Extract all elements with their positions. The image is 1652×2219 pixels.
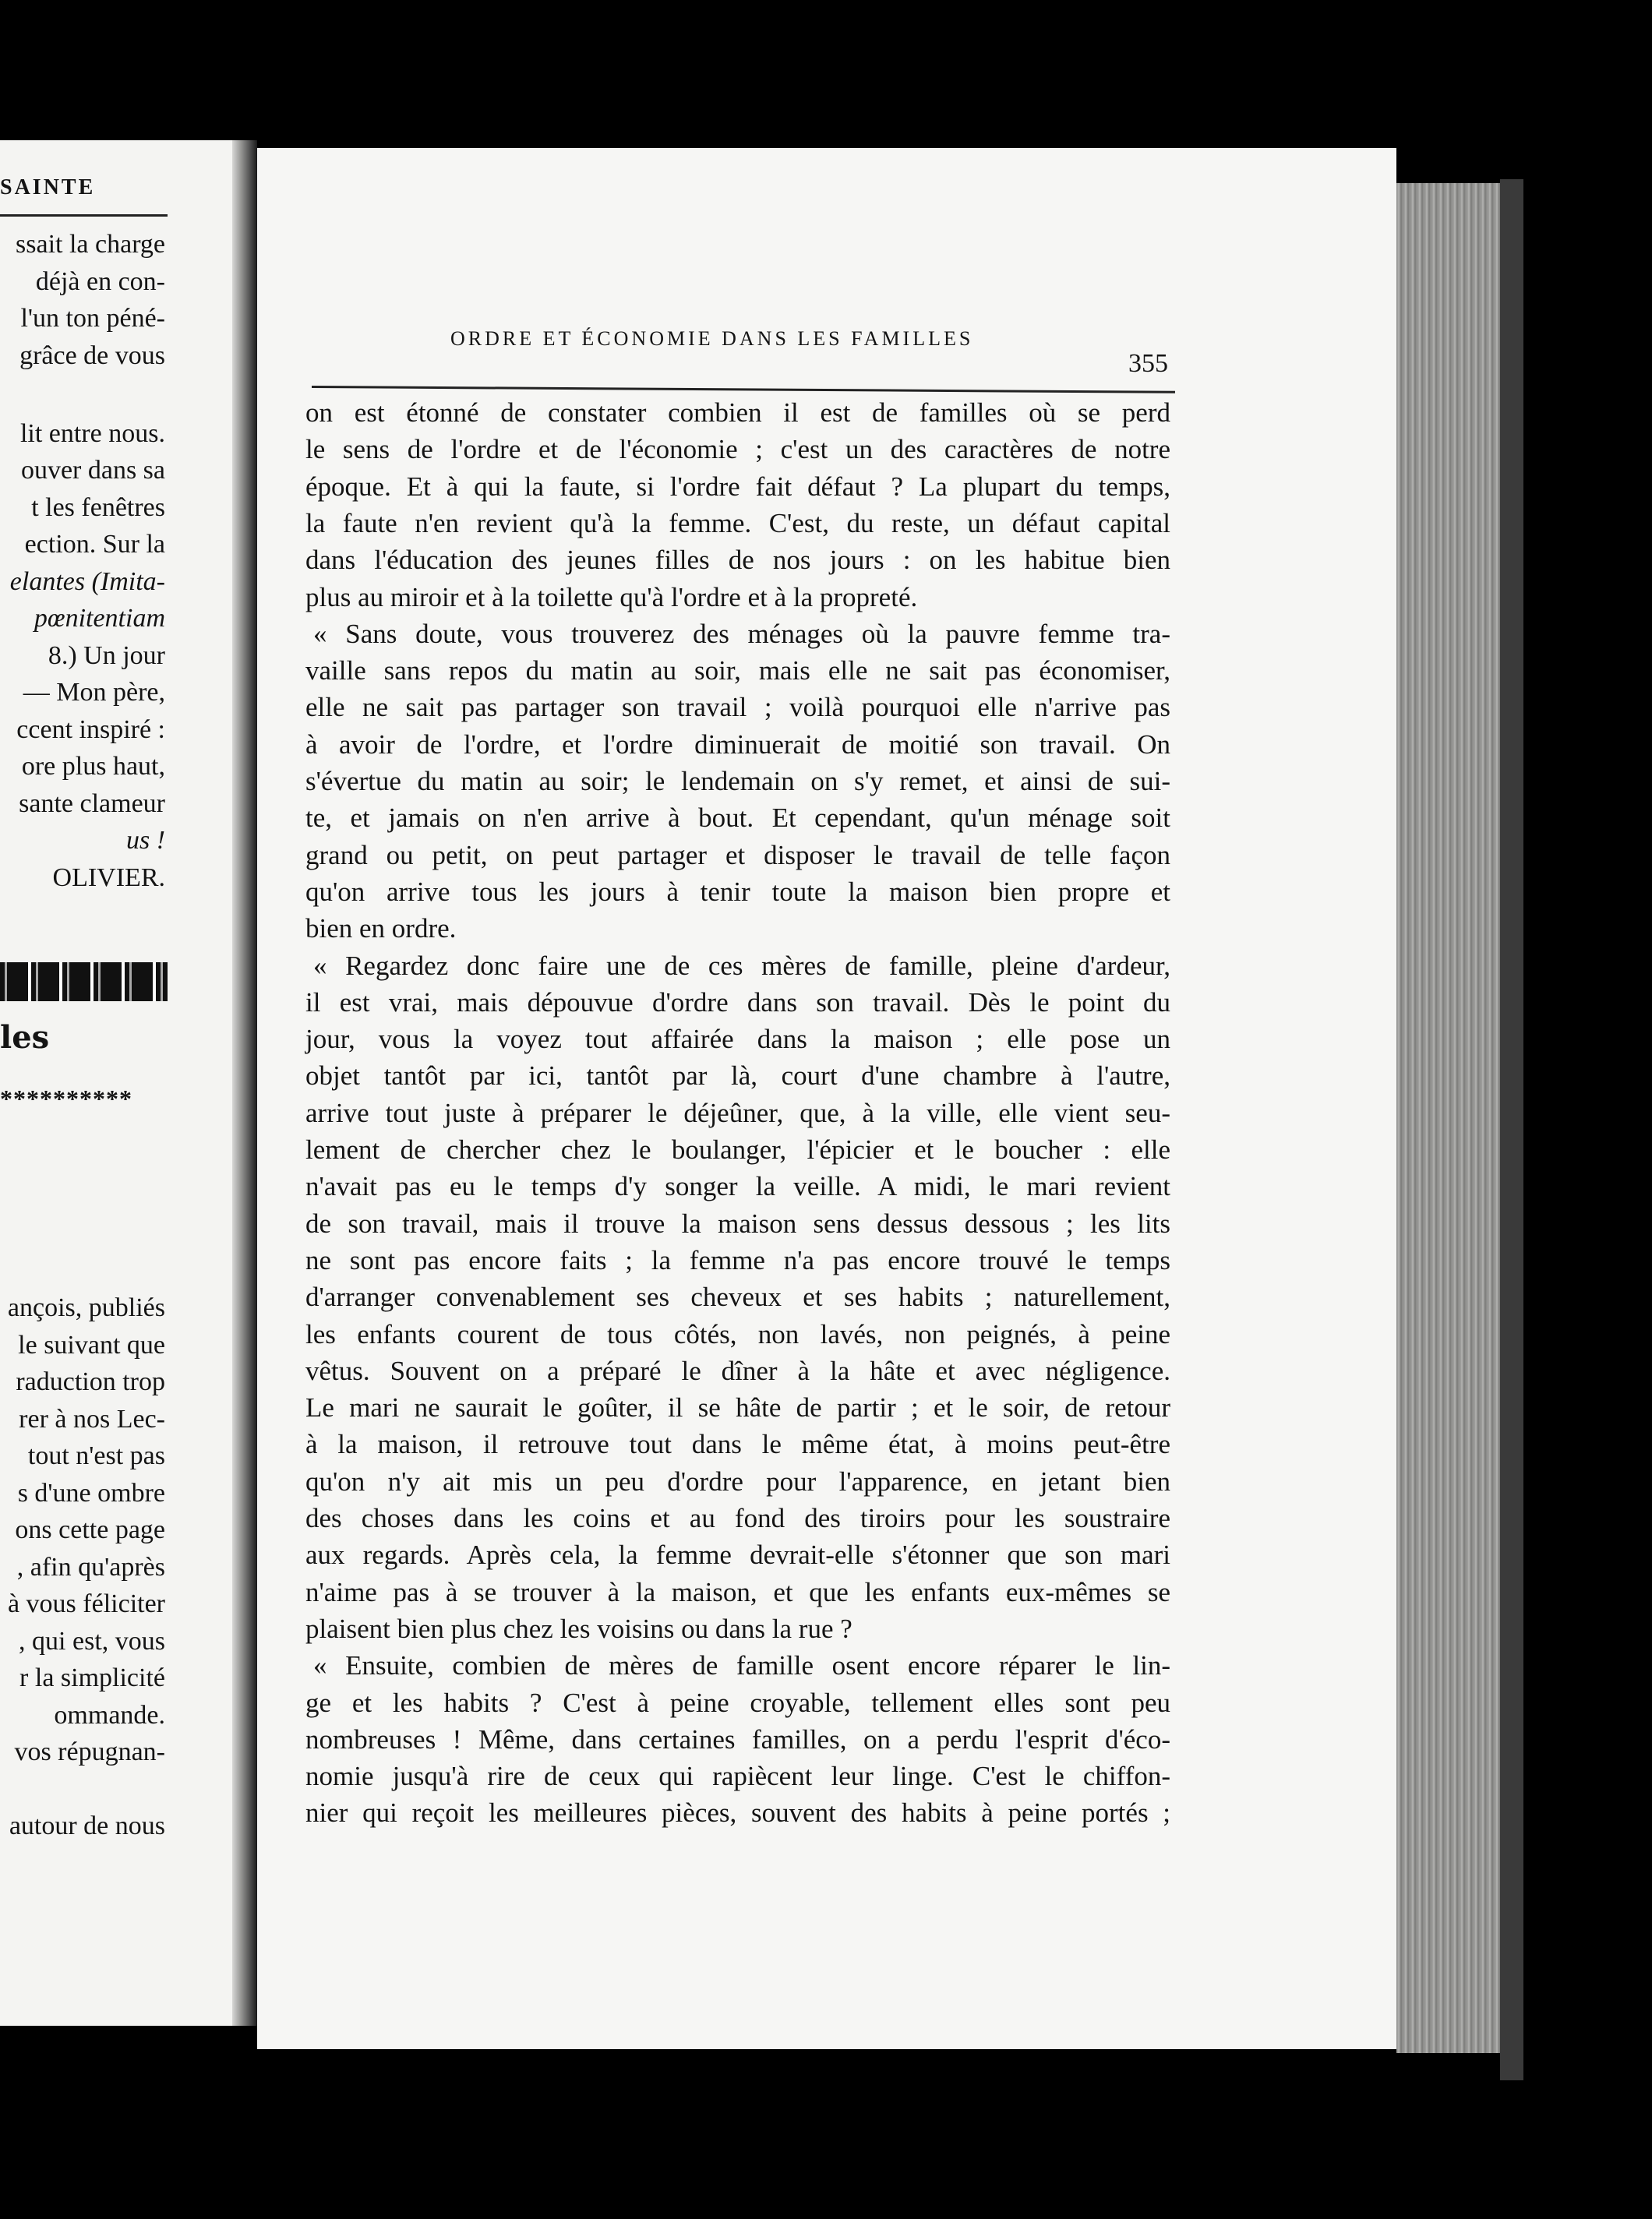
book-gutter xyxy=(232,140,257,2026)
body-text-line: lement de chercher chez le boulanger, l'épicier et le boucher : elle xyxy=(305,1134,1170,1165)
body-text-line: elle ne sait pas partager son travail ; voilà pourquoi elle n'arrive pas xyxy=(305,692,1170,723)
body-text-line: « Ensuite, combien de mères de famille osent encore réparer le lin- xyxy=(313,1650,1170,1681)
left-text-line: r la simplicité xyxy=(19,1663,165,1692)
left-text-line: , afin qu'après xyxy=(16,1552,165,1582)
body-text-line: nier qui reçoit les meilleures pièces, souvent des habits à peine portés ; xyxy=(305,1797,1170,1829)
left-text-line: autour de nous xyxy=(9,1812,165,1840)
body-text-line: Le mari ne saurait le goûter, il se hâte de partir ; et le soir, de retour xyxy=(305,1392,1170,1423)
body-text-line: te, et jamais on n'en arrive à bout. Et cependant, qu'un ménage soit xyxy=(305,803,1170,834)
body-text-line: des choses dans les coins et au fond des tiroirs pour les soustraire xyxy=(305,1503,1170,1533)
left-text-line: sante clameur xyxy=(19,788,165,818)
body-text-line: le sens de l'ordre et de l'économie ; c'est un des caractères de notre xyxy=(305,434,1170,465)
body-text-line: objet tantôt par ici, tantôt par là, court d'une chambre à l'autre, xyxy=(305,1060,1170,1092)
left-text-line: l'un ton péné- xyxy=(20,304,165,333)
body-text-line: qu'on n'y ait mis un peu d'ordre pour l'apparence, en jetant bien xyxy=(305,1466,1170,1497)
left-text-line: 8.) Un jour xyxy=(48,640,165,670)
left-text-line: à vous féliciter xyxy=(7,1589,165,1618)
body-text-line: époque. Et à qui la faute, si l'ordre fait défaut ? La plupart du temps, xyxy=(305,471,1170,502)
left-text-line: le suivant que xyxy=(18,1330,165,1360)
left-running-head: SAINTE xyxy=(0,175,96,199)
body-text-line: ne sont pas encore faits ; la femme n'a pas encore trouvé le temps xyxy=(305,1244,1170,1275)
body-text-line: vêtus. Souvent on a préparé le dîner à la hâte et avec négligence. xyxy=(305,1355,1170,1386)
body-text-line: grand ou petit, on peut partager et disposer le travail de telle façon xyxy=(305,839,1170,870)
body-text-line: nomie jusqu'à rire de ceux qui rapiècent leur linge. C'est le chiffon- xyxy=(305,1761,1170,1792)
book-cover-edge xyxy=(1500,179,1523,2080)
left-text-line: vos répugnan- xyxy=(14,1737,165,1766)
ornament-heading: les xyxy=(0,1019,50,1056)
body-text-line: s'évertue du matin au soir; le lendemain on s'y remet, et ainsi de sui- xyxy=(305,766,1170,796)
body-text-line: n'avait pas eu le temps d'y songer la veille. A midi, le mari revient xyxy=(305,1171,1170,1202)
body-text-line: « Regardez donc faire une de ces mères de famille, pleine d'ardeur, xyxy=(313,950,1170,981)
body-text-line: nombreuses ! Même, dans certaines familles, on a perdu l'esprit d'éco- xyxy=(305,1723,1170,1755)
body-text-line: ge et les habits ? C'est à peine croyable, tellement elles sont peu xyxy=(305,1687,1170,1718)
body-text-line: à la maison, il retrouve tout dans le même état, à moins peut-être xyxy=(305,1429,1170,1460)
left-text-line: OLIVIER. xyxy=(52,863,165,892)
left-text-line: , qui est, vous xyxy=(19,1626,165,1656)
body-text-line: plus au miroir et à la toilette qu'à l'ordre et à la propreté. xyxy=(305,581,918,612)
left-text-line: ore plus haut, xyxy=(21,752,165,781)
left-text-line: grâce de vous xyxy=(19,340,165,370)
body-text-line: d'arranger convenablement ses cheveux et ses habits ; naturellement, xyxy=(305,1282,1170,1313)
body-text-line: à avoir de l'ordre, et l'ordre diminuerait de moitié son travail. On xyxy=(305,728,1170,760)
left-text-line: raduction trop xyxy=(16,1367,165,1396)
body-text-line: n'aime pas à se trouver à la maison, et que les enfants eux-mêmes se xyxy=(305,1576,1170,1607)
left-header-rule xyxy=(0,214,168,217)
body-text-line: jour, vous la voyez tout affairée dans la maison ; elle pose un xyxy=(305,1024,1170,1055)
body-text-line: plaisent bien plus chez les voisins ou dans la rue ? xyxy=(305,1613,852,1644)
left-text-line: tout n'est pas xyxy=(27,1441,165,1470)
body-text-line: de son travail, mais il trouve la maison sens dessus dessous ; les lits xyxy=(305,1208,1170,1239)
left-text-line: ançois, publiés xyxy=(7,1293,165,1322)
left-text-line: — Mon père, xyxy=(23,678,165,707)
left-text-line: ouver dans sa xyxy=(20,456,165,485)
body-text-line: arrive tout juste à préparer le déjeûner, que, à la ville, elle vient seu- xyxy=(305,1097,1170,1128)
page-number: 355 xyxy=(1128,349,1168,378)
body-text-line: les enfants courent de tous côtés, non lavés, non peignés, à peine xyxy=(305,1318,1170,1349)
body-text-line: « Sans doute, vous trouverez des ménages où la pauvre femme tra- xyxy=(313,618,1170,649)
body-text-line: il est vrai, mais dépouvue d'ordre dans son travail. Dès le point du xyxy=(305,986,1170,1018)
left-text-line: t les fenêtres xyxy=(31,492,165,522)
body-text-line: aux regards. Après cela, la femme devrait-elle s'étonner que son mari xyxy=(305,1540,1170,1571)
left-text-line: ection. Sur la xyxy=(24,530,165,559)
page-edges xyxy=(1396,183,1513,2053)
left-text-line: ommande. xyxy=(54,1700,165,1730)
body-text-line: vaille sans repos du matin au soir, mais elle ne sait pas économiser, xyxy=(305,655,1170,686)
body-text-line: la faute n'en revient qu'à la femme. C'est, du reste, un défaut capital xyxy=(305,507,1170,538)
body-text-line: dans l'éducation des jeunes filles de nos jours : on les habitue bien xyxy=(305,545,1170,576)
left-text-line: ccent inspiré : xyxy=(16,714,165,744)
left-text-line: rer à nos Lec- xyxy=(19,1404,165,1434)
left-text-line: s d'une ombre xyxy=(17,1478,165,1508)
left-text-line: us ! xyxy=(125,826,165,855)
running-head: ORDRE ET ÉCONOMIE DANS LES FAMILLES xyxy=(450,327,974,350)
left-text-line: lit entre nous. xyxy=(19,418,165,448)
left-text-line: ssait la charge xyxy=(16,230,165,259)
body-text-line: on est étonné de constater combien il est de familles où se perd xyxy=(305,397,1170,428)
body-text-line: qu'on arrive tous les jours à tenir toute la maison bien propre et xyxy=(305,876,1170,907)
body-text-line: bien en ordre. xyxy=(305,913,457,944)
left-text-line: ons cette page xyxy=(15,1515,165,1544)
left-text-line: pœnitentiam xyxy=(34,604,165,633)
ornament-band xyxy=(0,962,168,1001)
left-text-line: elantes (Imita- xyxy=(9,566,165,596)
star-divider: ********** xyxy=(0,1085,132,1113)
left-text-line: déjà en con- xyxy=(35,266,165,296)
